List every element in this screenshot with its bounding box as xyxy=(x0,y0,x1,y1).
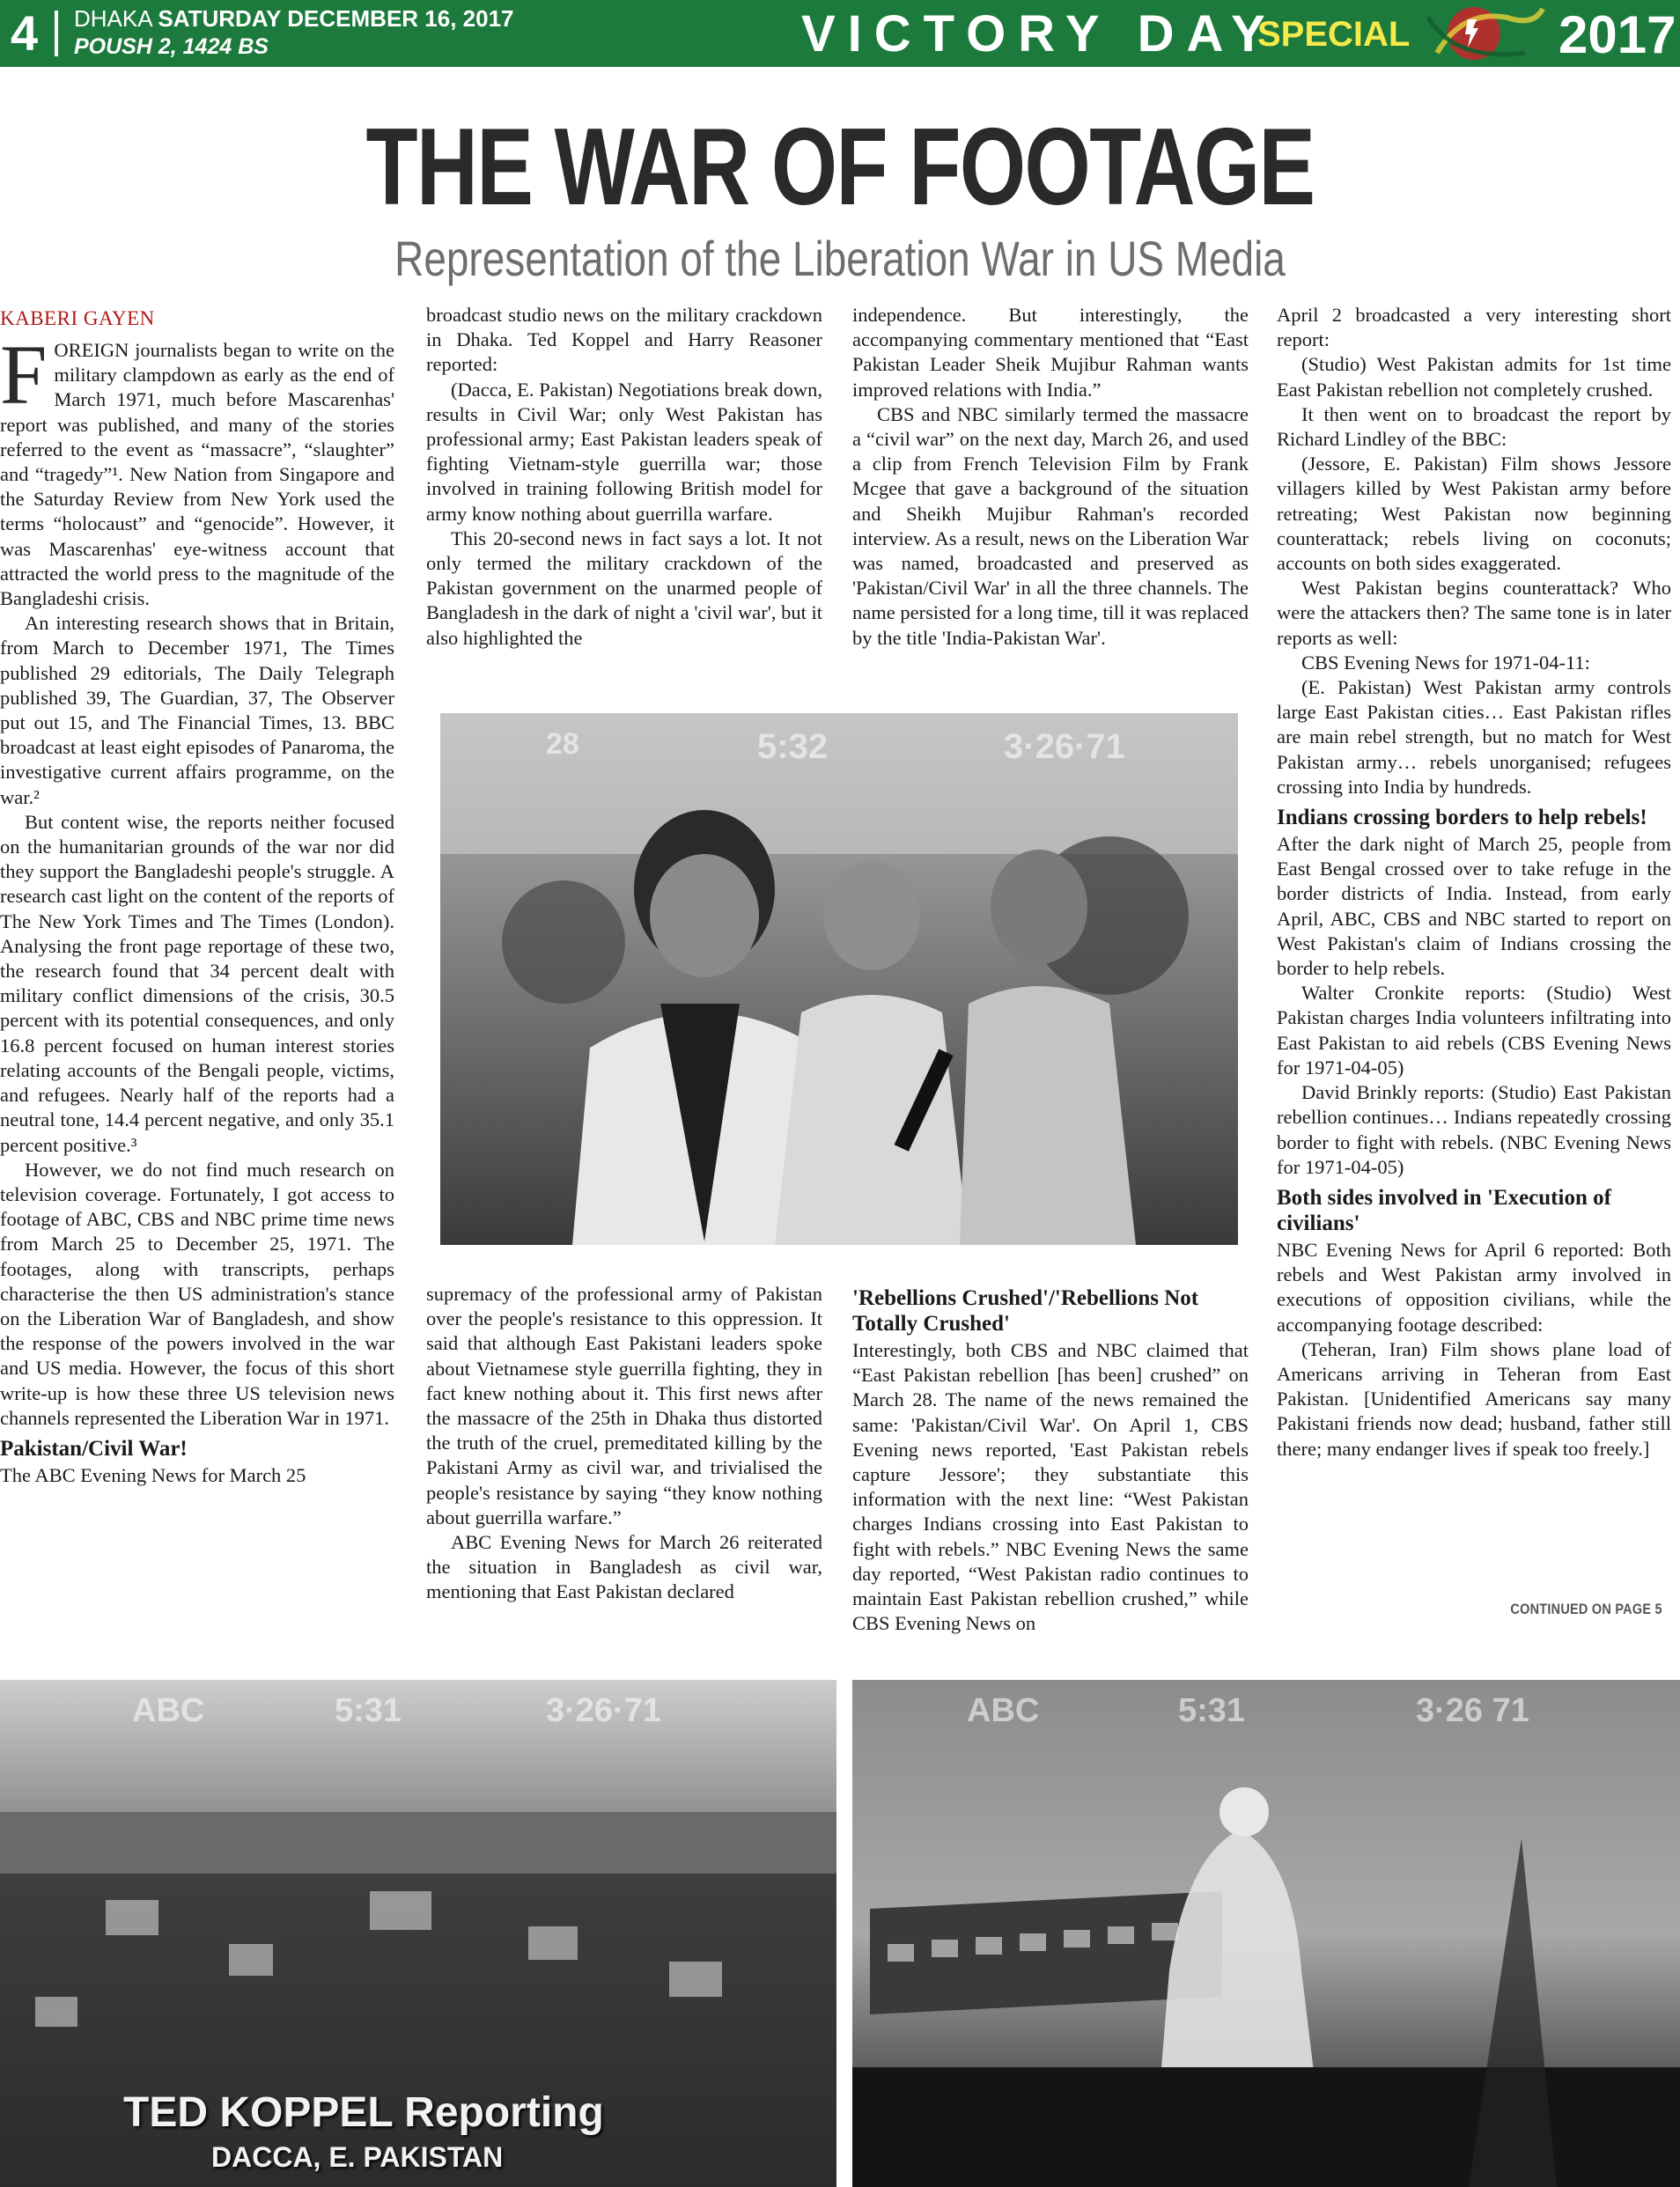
bangla-date: POUSH 2, 1424 BS xyxy=(74,34,269,59)
paragraph: supremacy of the professional army of Pakistan over the people's resistance to this oppression. It said that although East Pakistani leaders spoke about Vietnamese style guerrilla fighting, they in fact knew nothing about it. This first news after the massacre of the 25th in Dhaka thus distorted the truth of the cruel, premeditated killing by the Pakistani Army as civil war, and trivialised the people's resistance by saying “they know nothing about guerrilla warfare.” xyxy=(426,1283,822,1528)
footage-time: 5:32 xyxy=(757,727,829,766)
paragraph: Interestingly, both CBS and NBC claimed that “East Pakistan rebellion [has been] crushed” on March 28. The name of the news remained the same: 'Pakistan/Civil War'. On April 1, CBS Evening news reported, 'East Pakistan rebels capture Jessore'; they substantiate this information with the next line: “West Pakistan charges Indians crossing into East Pakistan to fight with rebels.” NBC Evening News the same day reported, “West Pakistan radio continues to maintain East Pakistan rebellion crushed,” while CBS Evening News on xyxy=(852,1339,1249,1635)
paragraph: David Brinkly reports: (Studio) East Pakistan rebellion continues… Indians repeatedly crossing border to fight with rebels. (NBC Evening News for 1971-04-05) xyxy=(1277,1081,1671,1178)
photo-caption: TED KOPPEL Reporting xyxy=(123,2089,604,2136)
article-column-4 xyxy=(1277,303,1671,1462)
subheading: Indians crossing borders to help rebels! xyxy=(1277,806,1647,830)
paragraph: CBS Evening News for 1971-04-11: xyxy=(1301,651,1590,674)
paragraph: The ABC Evening News for March 25 xyxy=(0,1463,306,1486)
footage-date: 3·26 71 xyxy=(1416,1692,1529,1729)
subheading: 'Rebellions Crushed'/'Rebellions Not Totally Crushed' xyxy=(852,1286,1199,1336)
footage-code: 28 xyxy=(546,727,579,761)
victory-emblem-icon xyxy=(1419,0,1551,67)
paragraph: CBS and NBC similarly termed the massacre a “civil war” on the next day, March 26, and used a clip from French Television Film by Frank Mcgee that gave a background of the situation and Sheikh Mujibur Rahman's recorded interview. As a result, news on the Liberation War was named, broadcasted and preserved as 'Pakistan/Civil War' in all the three channels. The name persisted for a long time, till it was replaced by the title 'India-Pakistan War'. xyxy=(852,402,1249,649)
header-divider xyxy=(55,11,58,56)
footage-network: ABC xyxy=(967,1692,1040,1729)
paragraph: (E. Pakistan) West Pakistan army controls large East Pakistan cities… East Pakistan rifles are main rebel strength, but no match for West Pakistan army… rebels unorganised; refugees crossing into India by hundreds. xyxy=(1277,676,1671,798)
article-column-2-top xyxy=(426,303,822,651)
edition-year: 2017 xyxy=(1558,5,1676,64)
dateline xyxy=(74,5,514,32)
footage-network: ABC xyxy=(132,1692,205,1729)
dateline-city: DHAKA xyxy=(74,5,152,32)
paragraph: (Jessore, E. Pakistan) Film shows Jessore villagers killed by West Pakistan army before retreating; West Pakistan now beginning counterattack; rebels living on coconuts; accounts on both sides exaggerated. xyxy=(1277,453,1671,575)
article-column-1 xyxy=(0,306,394,1488)
paragraph: But content wise, the reports neither focused on the humanitarian grounds of the war nor did they support the Bangladeshi people's struggle. A research cast light on the content of the reports of The New York Times and The Times (London). Analysing the front page reportage of these two, the research found that 34 percent dealt with military conflict dimensions of the crisis, 30.5 percent with its potential consequences, and only 16.8 percent focused on human interest stories relating accounts of the Bengali people, victims, and refugees. Nearly half of the reports had a neutral tone, 14.4 percent negative, and only 35.1 percent positive.³ xyxy=(0,810,394,1156)
crowd-photo xyxy=(0,1680,836,2187)
footage-date: 3·26·71 xyxy=(1004,727,1125,766)
article-column-3-bottom xyxy=(852,1285,1249,1636)
paragraph: After the dark night of March 25, people from East Bengal crossed over to take refuge in the border districts of India. Instead, from early April, ABC, CBS and NBC started to report on West Pakistan's claim of Indians crossing the border to help rebels. xyxy=(1277,833,1671,980)
byline: KABERI GAYEN xyxy=(0,307,155,329)
continued-note: CONTINUED ON PAGE 5 xyxy=(1510,1601,1662,1617)
photo-caption-location: DACCA, E. PAKISTAN xyxy=(211,2141,504,2173)
article-subtitle: Representation of the Liberation War in US Media xyxy=(394,231,1286,286)
paragraph: OREIGN journalists began to write on the military clampdown as early as the end of March 1971, much before Mascarenhas' report was published, and many of the stories referred to the event as “massacre”, “slaughter” and “tragedy”¹. New Nation from Singapore and the Saturday Review from New York used the terms “holocaust” and “genocide”. However, it was Mascarenhas' eye-witness account that attracted the world press to the magnitude of the Bangladeshi crisis. xyxy=(0,339,394,610)
paragraph: April 2 broadcasted a very interesting short report: xyxy=(1277,304,1671,351)
footage-time: 5:31 xyxy=(1178,1692,1246,1729)
rally-photo xyxy=(852,1680,1680,2187)
subheading: Both sides involved in 'Execution of civilians' xyxy=(1277,1185,1611,1235)
paragraph: NBC Evening News for April 6 reported: Both rebels and West Pakistan army involved in executions of opposition civilians, while the accompanying footage described: xyxy=(1277,1238,1671,1336)
dateline-date: SATURDAY DECEMBER 16, 2017 xyxy=(158,5,514,32)
paragraph: (Teheran, Iran) Film shows plane load of Americans arriving in Teheran from East Pakistan. [Unidentified Americans say many Pakistani friends now dead; husband, father still there; many endanger lives if speak too freely.] xyxy=(1277,1337,1671,1460)
article-title: THE WAR OF FOOTAGE xyxy=(365,107,1315,228)
footage-date: 3·26·71 xyxy=(546,1692,661,1729)
article-column-3-top xyxy=(852,303,1249,651)
paragraph: However, we do not find much research on television coverage. Fortunately, I got access to footage of ABC, CBS and NBC prime time news from March 25 to December 25, 1971. The footages, along with transcripts, perhaps characterise the then US administration's stance on the Liberation War of Bangladesh, and show the response of the powers involved in the war and US media. However, the focus of this short write-up is how these three US television news channels represented the Liberation War in 1971. xyxy=(0,1158,394,1429)
main-photo xyxy=(440,713,1238,1245)
paragraph: This 20-second news in fact says a lot. It not only termed the military crackdown of the Pakistan government on the unarmed people of Bangladesh in the dark of night a 'civil war', but it also highlighted the xyxy=(426,526,822,649)
subheading: Pakistan/Civil War! xyxy=(0,1436,188,1461)
paragraph: independence. But interestingly, the accompanying commentary mentioned that “East Pakistan Leader Sheik Mujibur Rahman wants improved relations with India.” xyxy=(852,304,1249,401)
article-column-2-bottom xyxy=(426,1282,822,1605)
section-special: SPECIAL xyxy=(1257,15,1411,54)
paragraph: West Pakistan begins counterattack? Who were the attackers then? The same tone is in later reports as well: xyxy=(1277,577,1671,649)
footage-time: 5:31 xyxy=(335,1692,402,1729)
drop-cap: F xyxy=(0,328,48,422)
paragraph: It then went on to broadcast the report by Richard Lindley of the BBC: xyxy=(1277,402,1671,451)
page-number: 4 xyxy=(11,5,39,61)
paragraph: broadcast studio news on the military crackdown in Dhaka. Ted Koppel and Harry Reasoner reported: xyxy=(426,304,822,376)
paragraph: (Dacca, E. Pakistan) Negotiations break down, results in Civil War; only West Pakistan has professional army; East Pakistan leaders speak of fighting Vietnam-style guerrilla war; those involved in training following British model for army know nothing about guerrilla warfare. xyxy=(426,378,822,525)
paragraph: Walter Cronkite reports: (Studio) West Pakistan charges India volunteers infiltrating into East Pakistan to aid rebels (CBS Evening News for 1971-04-05) xyxy=(1277,982,1671,1079)
section-title: VICTORY DAY xyxy=(801,5,1278,63)
paragraph: ABC Evening News for March 26 reiterated the situation in Bangladesh as civil war, mentioning that East Pakistan declared xyxy=(426,1531,822,1603)
paragraph: An interesting research shows that in Britain, from March to December 1971, The Times published 29 editorials, The Daily Telegraph published 39, The Guardian, 37, The Observer put out 15, and The Financial Times, 13. BBC broadcast at least eight episodes of Panaroma, the investigative current affairs programme, on the war.² xyxy=(0,612,394,808)
paragraph: (Studio) West Pakistan admits for 1st time East Pakistan rebellion not completely crushed. xyxy=(1277,353,1671,401)
